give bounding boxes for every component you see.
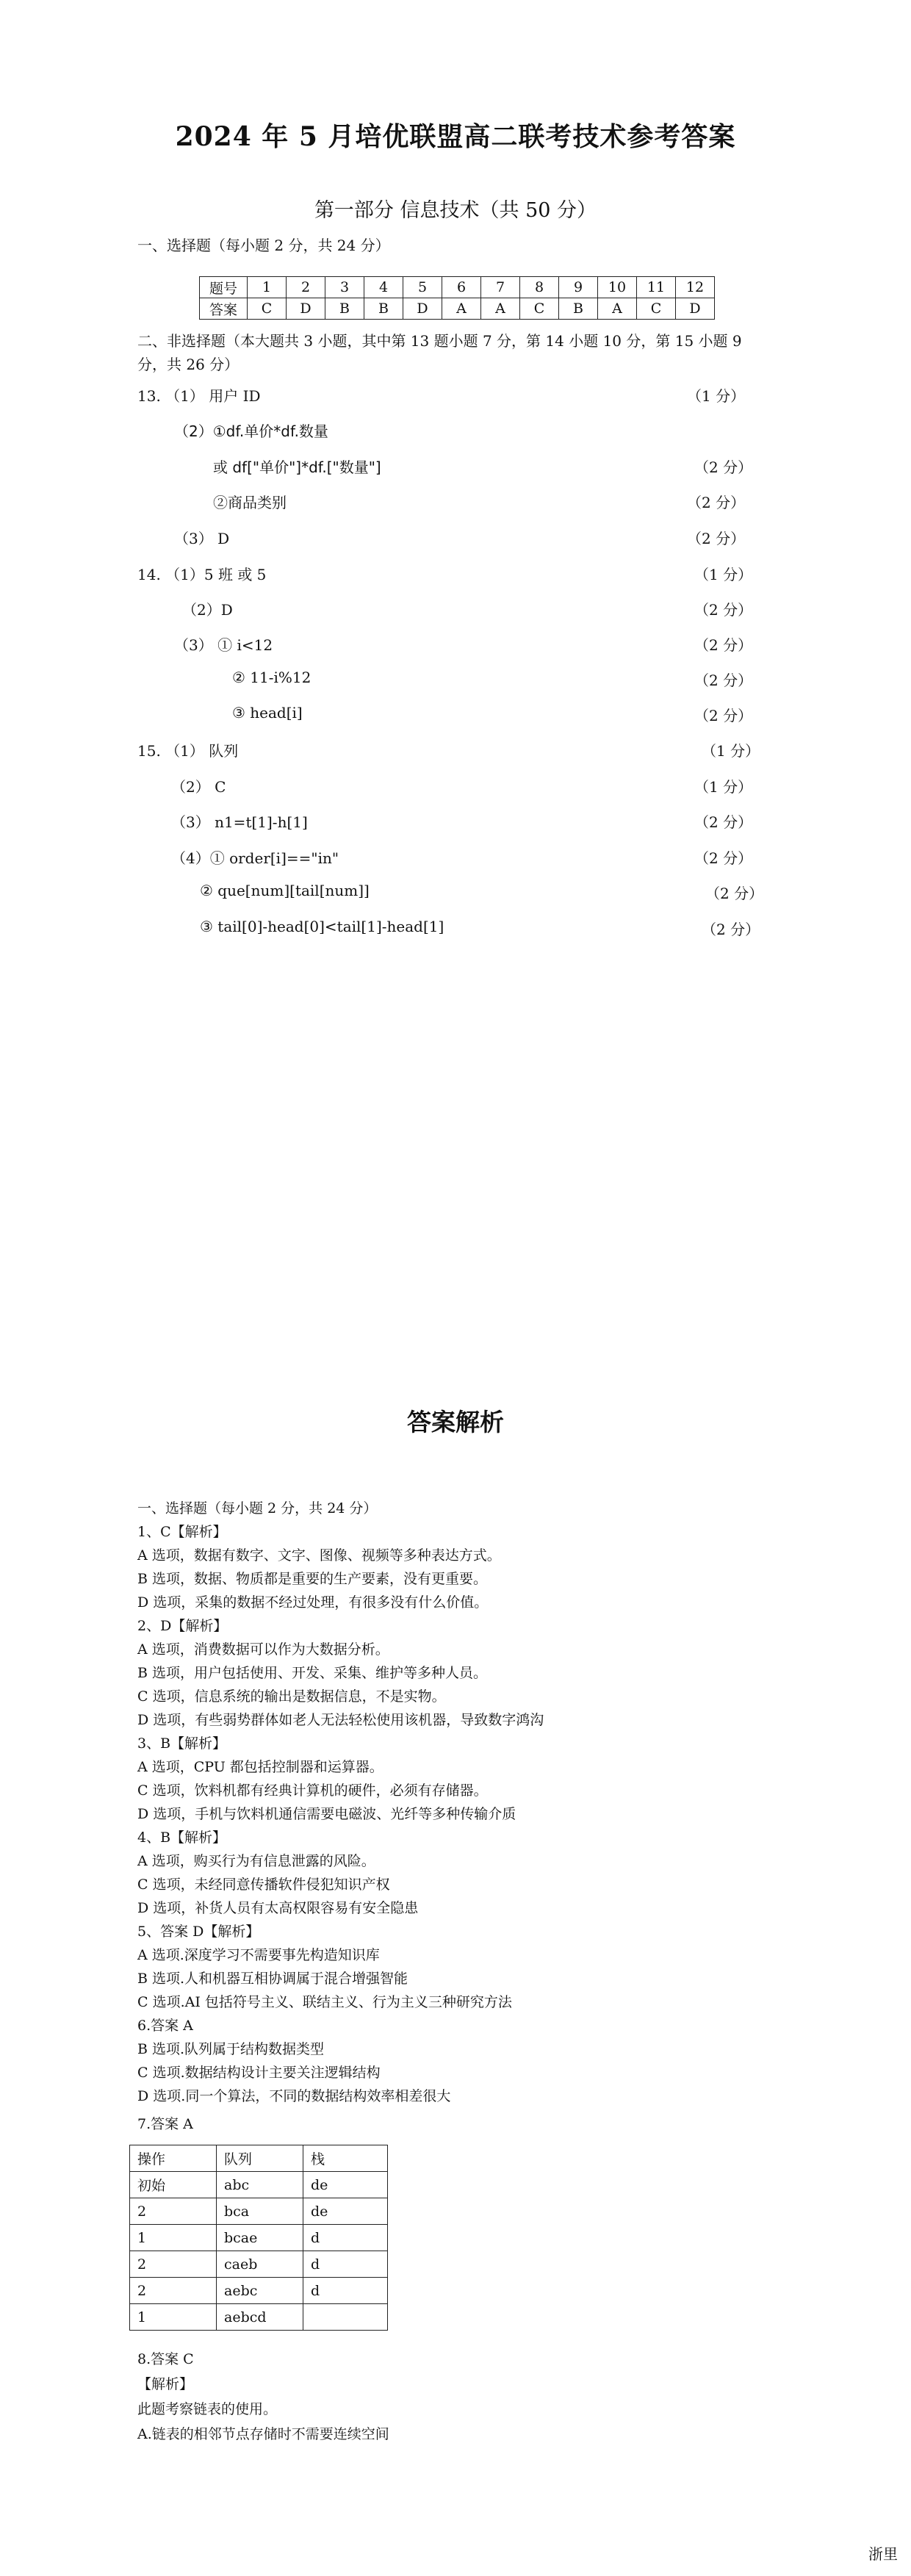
section2-heading: 二、非选择题（本大题共 3 小题，其中第 13 题小题 7 分，第 14 小题 10 分，第 15 小题 9 <box>137 332 742 350</box>
answer-14-1: 14. （1）5 班 或 5 <box>137 566 267 583</box>
mc-number: 2 <box>287 277 325 298</box>
table-cell: 1 <box>130 2225 217 2251</box>
score-13-2b: （2 分） <box>687 494 746 511</box>
analysis-line: C 选项，饮料机都有经典计算机的硬件，必须有存储器。 <box>137 1782 488 1799</box>
answer-14-2: （2）D <box>182 601 233 619</box>
mc-number: 9 <box>559 277 598 298</box>
answer-13-2a-alt: 或 df["单价"]*df.["数量"] <box>213 458 381 476</box>
score-15-4b: （2 分） <box>705 885 764 902</box>
analysis-line: 4、B【解析】 <box>137 1830 227 1846</box>
table-cell: 2 <box>130 2251 217 2278</box>
section1-heading: 一、选择题（每小题 2 分，共 24 分） <box>137 237 390 254</box>
mc-answer: D <box>287 298 325 320</box>
analysis-line: D 选项.同一个算法，不同的数据结构效率相差很大 <box>137 2088 451 2104</box>
table-cell: 1 <box>130 2304 217 2331</box>
analysis-line: A 选项，购买行为有信息泄露的风险。 <box>137 1853 375 1869</box>
mc-answer: D <box>403 298 442 320</box>
table-cell: 2 <box>130 2198 217 2225</box>
score-15-4c: （2 分） <box>702 921 760 938</box>
q7-trace-table <box>129 2145 388 2331</box>
analysis-line: A 选项，数据有数字、文字、图像、视频等多种表达方式。 <box>137 1547 501 1564</box>
analysis-line: B 选项，数据、物质都是重要的生产要素，没有更重要。 <box>137 1571 488 1587</box>
answer-15-4c: ③ tail[0]-head[0]<tail[1]-head[1] <box>200 918 444 935</box>
answer-13-1: 13. （1） 用户 ID <box>137 387 261 405</box>
table-cell: de <box>303 2172 388 2198</box>
analysis-line: A 选项.深度学习不需要事先构造知识库 <box>137 1947 380 1963</box>
answer-15-2: （2） C <box>171 778 226 796</box>
table-row <box>130 2278 388 2304</box>
analysis-line: D 选项，采集的数据不经过处理，有很多没有什么价值。 <box>137 1594 489 1611</box>
table-header-cell: 操作 <box>130 2145 217 2172</box>
table-cell: caeb <box>217 2251 303 2278</box>
analysis-line: C 选项，信息系统的输出是数据信息，不是实物。 <box>137 1688 446 1705</box>
analysis-line: C 选项.AI 包括符号主义、联结主义、行为主义三种研究方法 <box>137 1994 512 2010</box>
footer-watermark: 浙里 <box>868 2545 898 2563</box>
analysis-line: B 选项，用户包括使用、开发、采集、维护等多种人员。 <box>137 1665 488 1681</box>
table-header-row <box>130 2145 388 2172</box>
mc-answer: C <box>637 298 676 320</box>
answer-15-3: （3） n1=t[1]-h[1] <box>171 813 308 831</box>
analysis-line: B 选项.队列属于结构数据类型 <box>137 2041 325 2057</box>
table-row <box>130 2172 388 2198</box>
analysis-line: A 选项，CPU 都包括控制器和运算器。 <box>137 1759 384 1775</box>
analysis-line: A.链表的相邻节点存储时不需要连续空间 <box>137 2426 389 2442</box>
table-row <box>130 2198 388 2225</box>
mc-number: 1 <box>248 277 287 298</box>
analysis-line: D 选项，手机与饮料机通信需要电磁波、光纤等多种传输介质 <box>137 1806 516 1822</box>
score-14-3c: （2 分） <box>694 707 753 724</box>
mc-number: 11 <box>637 277 676 298</box>
table-header-cell: 栈 <box>303 2145 388 2172</box>
analysis-line: C 选项，未经同意传播软件侵犯知识产权 <box>137 1877 390 1893</box>
score-15-2: （1 分） <box>694 778 753 796</box>
table-cell: aebcd <box>217 2304 303 2331</box>
analysis-line: B 选项.人和机器互相协调属于混合增强智能 <box>137 1971 408 1987</box>
answer-15-1: 15. （1） 队列 <box>137 742 239 760</box>
table-cell: aebc <box>217 2278 303 2304</box>
mc-number-row <box>200 277 715 298</box>
analysis-line: 2、D【解析】 <box>137 1618 228 1634</box>
answer-14-3c: ③ head[i] <box>232 704 303 722</box>
answer-13-2a: （2）①df.单价*df.数量 <box>174 422 328 440</box>
part-heading: 第一部分 信息技术（共 50 分） <box>314 199 597 222</box>
table-cell: 初始 <box>130 2172 217 2198</box>
score-15-4a: （2 分） <box>694 849 753 867</box>
mc-answer-row <box>200 298 715 320</box>
answer-15-4a: （4）① order[i]=="in" <box>171 849 339 867</box>
analysis-line: 6.答案 A <box>137 2018 193 2034</box>
analysis-line: 一、选择题（每小题 2 分，共 24 分） <box>137 1500 378 1517</box>
table-header-cell: 队列 <box>217 2145 303 2172</box>
table-row <box>130 2225 388 2251</box>
table-cell: de <box>303 2198 388 2225</box>
score-13-1: （1 分） <box>687 387 746 405</box>
score-14-1: （1 分） <box>694 566 753 583</box>
score-14-3b: （2 分） <box>694 672 753 689</box>
table-cell: d <box>303 2225 388 2251</box>
mc-answer: C <box>520 298 559 320</box>
mc-answer: A <box>442 298 481 320</box>
table-cell: bca <box>217 2198 303 2225</box>
table-row <box>130 2304 388 2331</box>
answer-13-2b: ②商品类别 <box>213 494 287 511</box>
mc-number: 6 <box>442 277 481 298</box>
answer-15-4b: ② que[num][tail[num]] <box>200 882 370 899</box>
analysis-line: 此题考察链表的使用。 <box>137 2401 278 2417</box>
mc-answer: C <box>248 298 287 320</box>
analysis-line: D 选项，补货人员有太高权限容易有安全隐患 <box>137 1900 419 1916</box>
score-13-3: （2 分） <box>687 530 746 547</box>
mc-number: 5 <box>403 277 442 298</box>
mc-answer: A <box>481 298 520 320</box>
answer-13-3: （3） D <box>174 530 230 547</box>
table-cell: d <box>303 2278 388 2304</box>
mc-row-label: 题号 <box>200 277 248 298</box>
answer-14-3b: ② 11-i%12 <box>232 669 312 686</box>
analysis-line: D 选项，有些弱势群体如老人无法轻松使用该机器，导致数字鸿沟 <box>137 1712 544 1728</box>
table-cell: 2 <box>130 2278 217 2304</box>
mc-row-label: 答案 <box>200 298 248 320</box>
score-14-3a: （2 分） <box>694 636 753 654</box>
analysis-line: 1、C【解析】 <box>137 1524 227 1540</box>
page-title: 2024 年 5 月培优联盟高二联考技术参考答案 <box>175 121 736 152</box>
score-15-3: （2 分） <box>694 813 753 831</box>
score-13-2a: （2 分） <box>694 458 753 476</box>
analysis-line: 7.答案 A <box>137 2116 193 2132</box>
mc-answer: B <box>559 298 598 320</box>
mc-number: 3 <box>325 277 364 298</box>
table-cell: bcae <box>217 2225 303 2251</box>
score-15-1: （1 分） <box>702 742 760 760</box>
mc-number: 4 <box>364 277 403 298</box>
analysis-line: 5、答案 D【解析】 <box>137 1924 260 1940</box>
analysis-line: A 选项，消费数据可以作为大数据分析。 <box>137 1641 389 1658</box>
table-cell <box>303 2304 388 2331</box>
analysis-line: 3、B【解析】 <box>137 1735 227 1752</box>
mc-answer: B <box>325 298 364 320</box>
score-14-2: （2 分） <box>694 601 753 619</box>
analysis-line: 8.答案 C <box>137 2351 194 2367</box>
table-row <box>130 2251 388 2278</box>
mc-number: 8 <box>520 277 559 298</box>
mc-answer: A <box>598 298 637 320</box>
analysis-line: 【解析】 <box>137 2376 194 2392</box>
mc-answer: D <box>676 298 715 320</box>
mc-number: 12 <box>676 277 715 298</box>
analysis-line: C 选项.数据结构设计主要关注逻辑结构 <box>137 2065 381 2081</box>
mc-answer: B <box>364 298 403 320</box>
mc-number: 10 <box>598 277 637 298</box>
answer-14-3a: （3） ① i<12 <box>174 636 273 654</box>
mc-number: 7 <box>481 277 520 298</box>
table-cell: abc <box>217 2172 303 2198</box>
section2-heading-cont: 分，共 26 分） <box>137 356 240 373</box>
table-cell: d <box>303 2251 388 2278</box>
mc-answer-table <box>199 276 715 320</box>
analysis-title: 答案解析 <box>407 1408 504 1436</box>
